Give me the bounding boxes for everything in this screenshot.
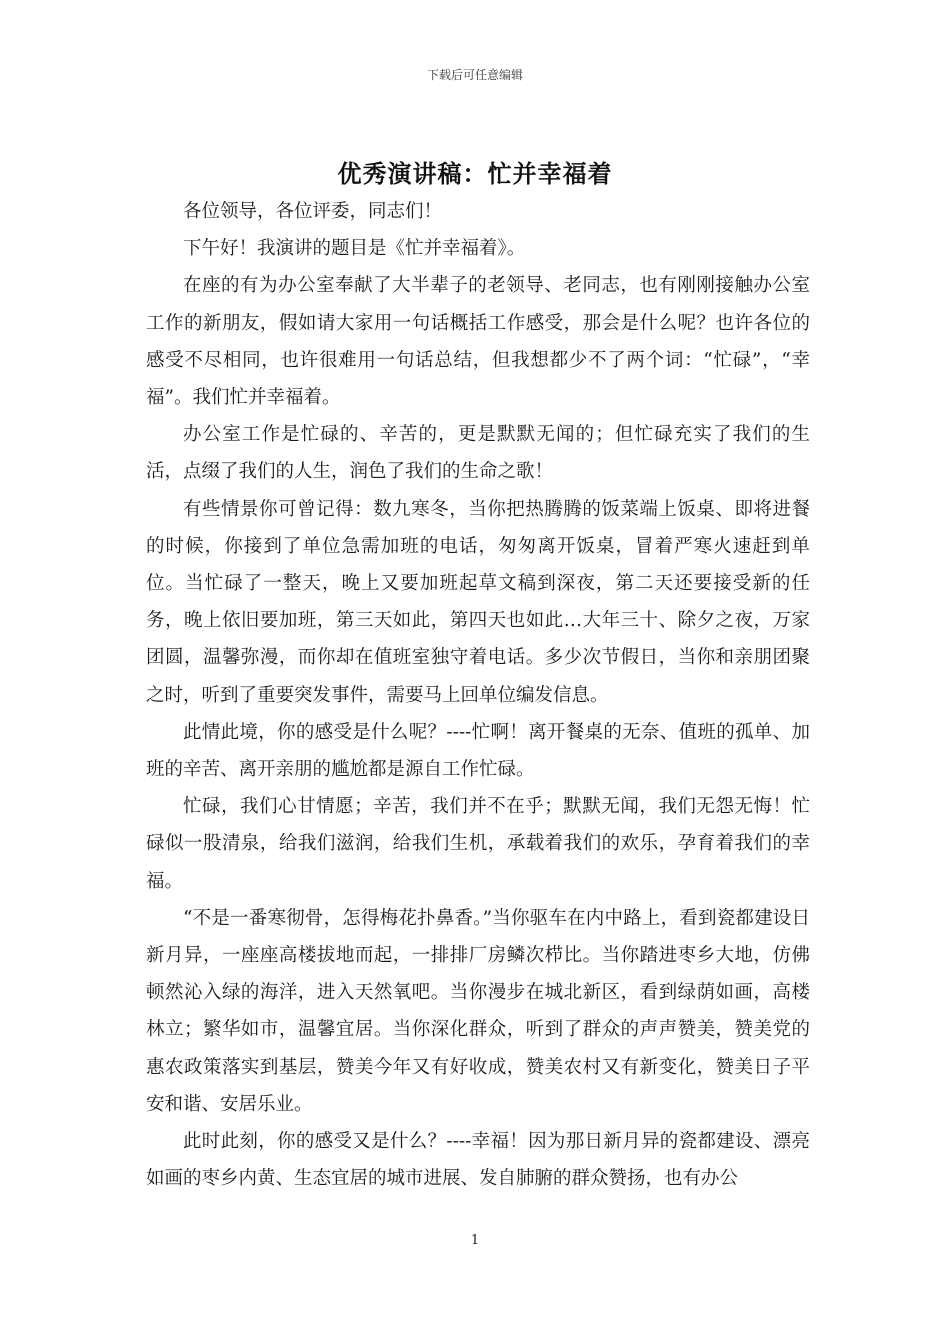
paragraph-topic: 下午好！我演讲的题目是《忙并幸福着》。 <box>183 238 526 260</box>
paragraph: 在座的有为办公室奉献了大半辈子的老领导、老同志，也有刚刚接触办公室工作的新朋友，假如请大家用一句话概括工作感受，那会是什么呢？也许各位的感受不尽相同，也许很难用一句话总结，但我想都少不了两个词：“忙碌”，“幸福”。我们忙并幸福着。 <box>146 275 810 409</box>
paragraph-greeting: 各位领导，各位评委，同志们！ <box>183 201 443 222</box>
paragraph: 有些情景你可曾记得：数九寒冬，当你把热腾腾的饭菜端上饭桌、即将进餐的时候，你接到了单位急需加班的电话，匆匆离开饭桌，冒着严寒火速赶到单位。当忙碌了一整天，晚上又要加班起草文稿到深夜，第二天还要接受新的任务，晚上依旧要加班，第三天如此，第四天也如此…大年三十、除夕之夜，万家团圆，温馨弥漫，而你却在值班室独守着电话。多少次节假日，当你和亲朋团聚之时，听到了重要突发事件，需要马上回单位编发信息。 <box>146 498 810 706</box>
paragraph: “不是一番寒彻骨，怎得梅花扑鼻香。”当你驱车在内中路上，看到瓷都建设日新月异，一座座高楼拔地而起，一排排厂房鳞次栉比。当你踏进枣乡大地，仿佛顿然沁入绿的海洋，进入天然氧吧。当你漫步在城北新区，看到绿荫如画，高楼林立；繁华如市，温馨宜居。当你深化群众，听到了群众的声声赞美，赞美党的惠农政策落实到基层，赞美今年又有好收成，赞美农村又有新变化，赞美日子平安和谐、安居乐业。 <box>146 907 810 1115</box>
page-number: 1 <box>470 1233 480 1248</box>
paragraph: 此情此境，你的感受是什么呢？----忙啊！离开餐桌的无奈、值班的孤单、加班的辛苦、离开亲朋的尴尬都是源自工作忙碌。 <box>146 721 810 781</box>
document-title: 优秀演讲稿：忙并幸福着 <box>337 159 613 188</box>
paragraph: 忙碌，我们心甘情愿；辛苦，我们并不在乎；默默无闻，我们无怨无悔！忙碌似一股清泉，给我们滋润，给我们生机，承载着我们的欢乐，孕育着我们的幸福。 <box>146 796 810 892</box>
document-body <box>146 193 810 1197</box>
header-note: 下载后可任意编辑 <box>426 68 523 82</box>
paragraph: 此时此刻，你的感受又是什么？----幸福！因为那日新月异的瓷都建设、漂亮如画的枣乡内黄、生态宜居的城市进展、发自肺腑的群众赞扬，也有办公 <box>146 1131 810 1190</box>
paragraph: 办公室工作是忙碌的、辛苦的，更是默默无闻的；但忙碌充实了我们的生活，点缀了我们的人生，润色了我们的生命之歌！ <box>146 424 810 483</box>
